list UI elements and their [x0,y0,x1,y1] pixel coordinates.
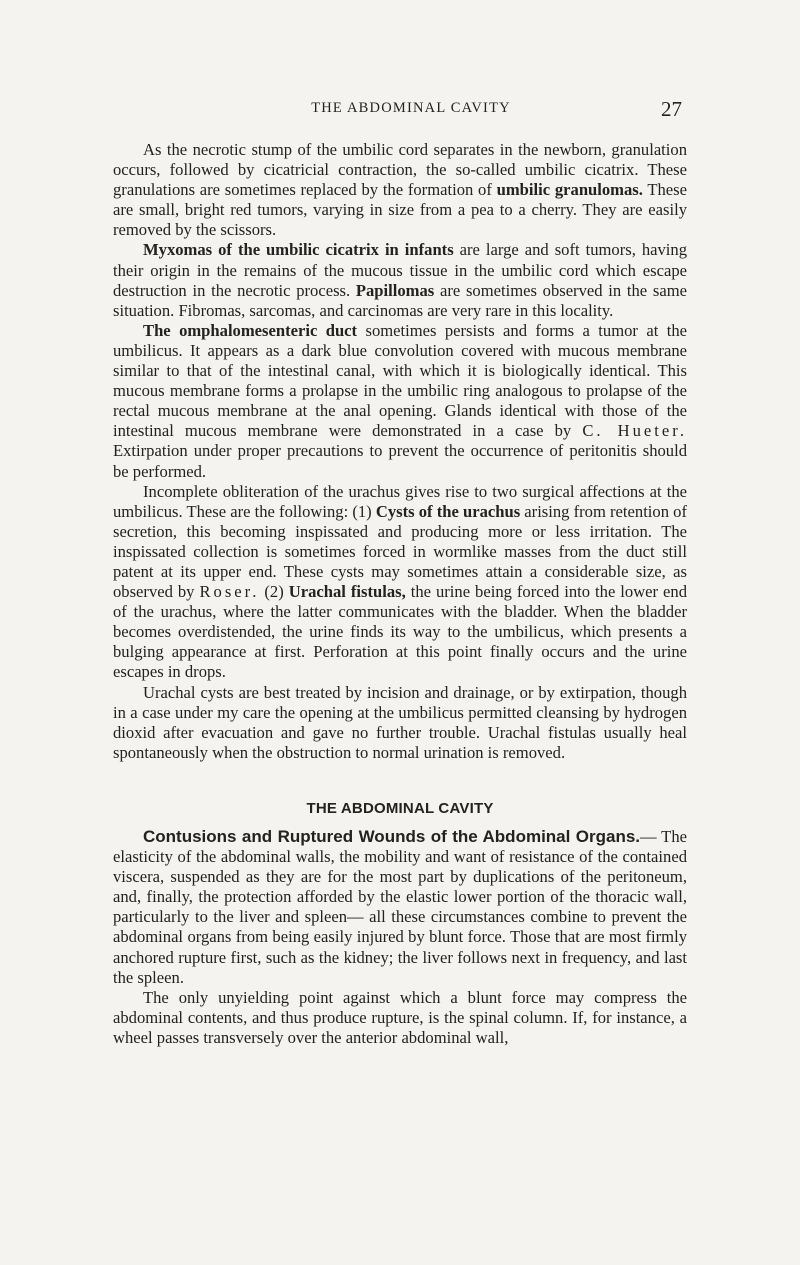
term-papillomas: Papillomas [355,280,435,300]
text-run: sometimes persists and forms a tumor at the umbilicus. It appears as a dark blue convolution covered with mucous membrane similar to that of the intestinal canal, with which it is biologically identical. This mucous membrane forms a prolapse in the umbilic ring analogous to prolapse of the rectal mucous membrane at the anal opening. Glands identical with those of the intestinal mucous membrane were demonstrated in a case by [113,320,687,441]
paragraph-umbilic-granulomas [113,140,687,240]
paragraph-spinal-column [113,988,687,1048]
paragraph-myxomas [113,240,687,320]
text-run: — The elasticity of the abdominal walls, the mobility and want of resistance of the contained viscera, suspended as they are for the most part by duplications of the peritoneum, and, finally, the protection afforded by the elastic lower portion of the thoracic wall, particularly to the liver and spleen— all these circumstances combine to prevent the abdominal organs from being easily injured by blunt force. Those that are most firmly anchored rupture first, such as the kidney; the liver follows next in frequency, and last the spleen. [113,827,687,987]
author-name: C. Hueter. [582,421,687,441]
text-run: (2) [259,582,289,602]
text-run: These are small, bright red tumors, varying in size from a pea to a cherry. They are easily removed by the scissors. [113,180,687,240]
text-run: Urachal cysts are best treated by incision and drainage, or by extirpation, though in a case under my care the opening at the umbilicus permitted cleansing by hydrogen dioxid after evacuation and gave no further trouble. Urachal fistulas usually heal spontaneously when the obstruction to normal urination is removed. [113,682,687,762]
paragraph-urachal-treatment [113,683,687,763]
subheading-contusions: Contusions and Ruptured Wounds of the Abdominal Organs. [143,827,641,846]
author-name: Roser. [199,582,260,602]
paragraph-omphalomesenteric-duct [113,321,687,482]
term-myxomas: Myxomas of the umbilic cicatrix in infants [143,240,454,260]
section-heading: THE ABDOMINAL CAVITY [306,799,494,817]
text-run: The only unyielding point against which a blunt force may compress the abdominal contents, and thus produce rupture, is the spinal column. If, for instance, a wheel passes transversely over the anterior abdominal wall, [113,987,687,1047]
text-run: are large and soft tumors, having their origin in the remains of the mucous tissue in the umbilic cord which escape destruction in the necrotic process. [113,240,688,300]
page-header [140,97,682,124]
term-urachal-fistulas: Urachal fistulas, [288,582,406,602]
term-cysts-of-urachus: Cysts of the urachus [375,501,521,521]
text-run: Extirpation under proper precautions to prevent the occurrence of peritonitis should be performed. [113,441,687,481]
text-run: arising from retention of secretion, this becoming inspissated and producing more or less irritation. The inspissated collection is sometimes forced in wormlike masses from the duct still patent at its upper end. These cysts may sometimes attain a considerable size, as observed by [113,501,687,602]
paragraph-contusions [113,827,687,988]
term-umbilic-granulomas: umbilic granulomas. [496,180,643,200]
text-run: the urine being forced into the lower end of the urachus, where the latter communicates with the bladder. When the bladder becomes overdistended, the urine finds its way to the umbilicus, which presents a bulging appearance at first. Perforation at this point finally occurs and the urine escapes in drops. [113,582,688,682]
paragraph-urachus [113,482,687,683]
running-head: THE ABDOMINAL CAVITY [311,100,511,116]
text-run: As the necrotic stump of the umbilic cord separates in the newborn, granulation occurs, followed by cicatricial contraction, the so-called umbilic cicatrix. These granulations are sometimes replaced by the formation of [113,140,687,200]
text-run: Incomplete obliteration of the urachus gives rise to two surgical affections at the umbilicus. These are the following: (1) [113,481,687,521]
text-run: are sometimes observed in the same situation. Fibromas, sarcomas, and carcinomas are very rare in this locality. [113,280,687,320]
term-omphalomesenteric-duct: The omphalomesenteric duct [143,320,358,340]
page-number: 27 [661,97,682,121]
body-text [113,140,687,1048]
